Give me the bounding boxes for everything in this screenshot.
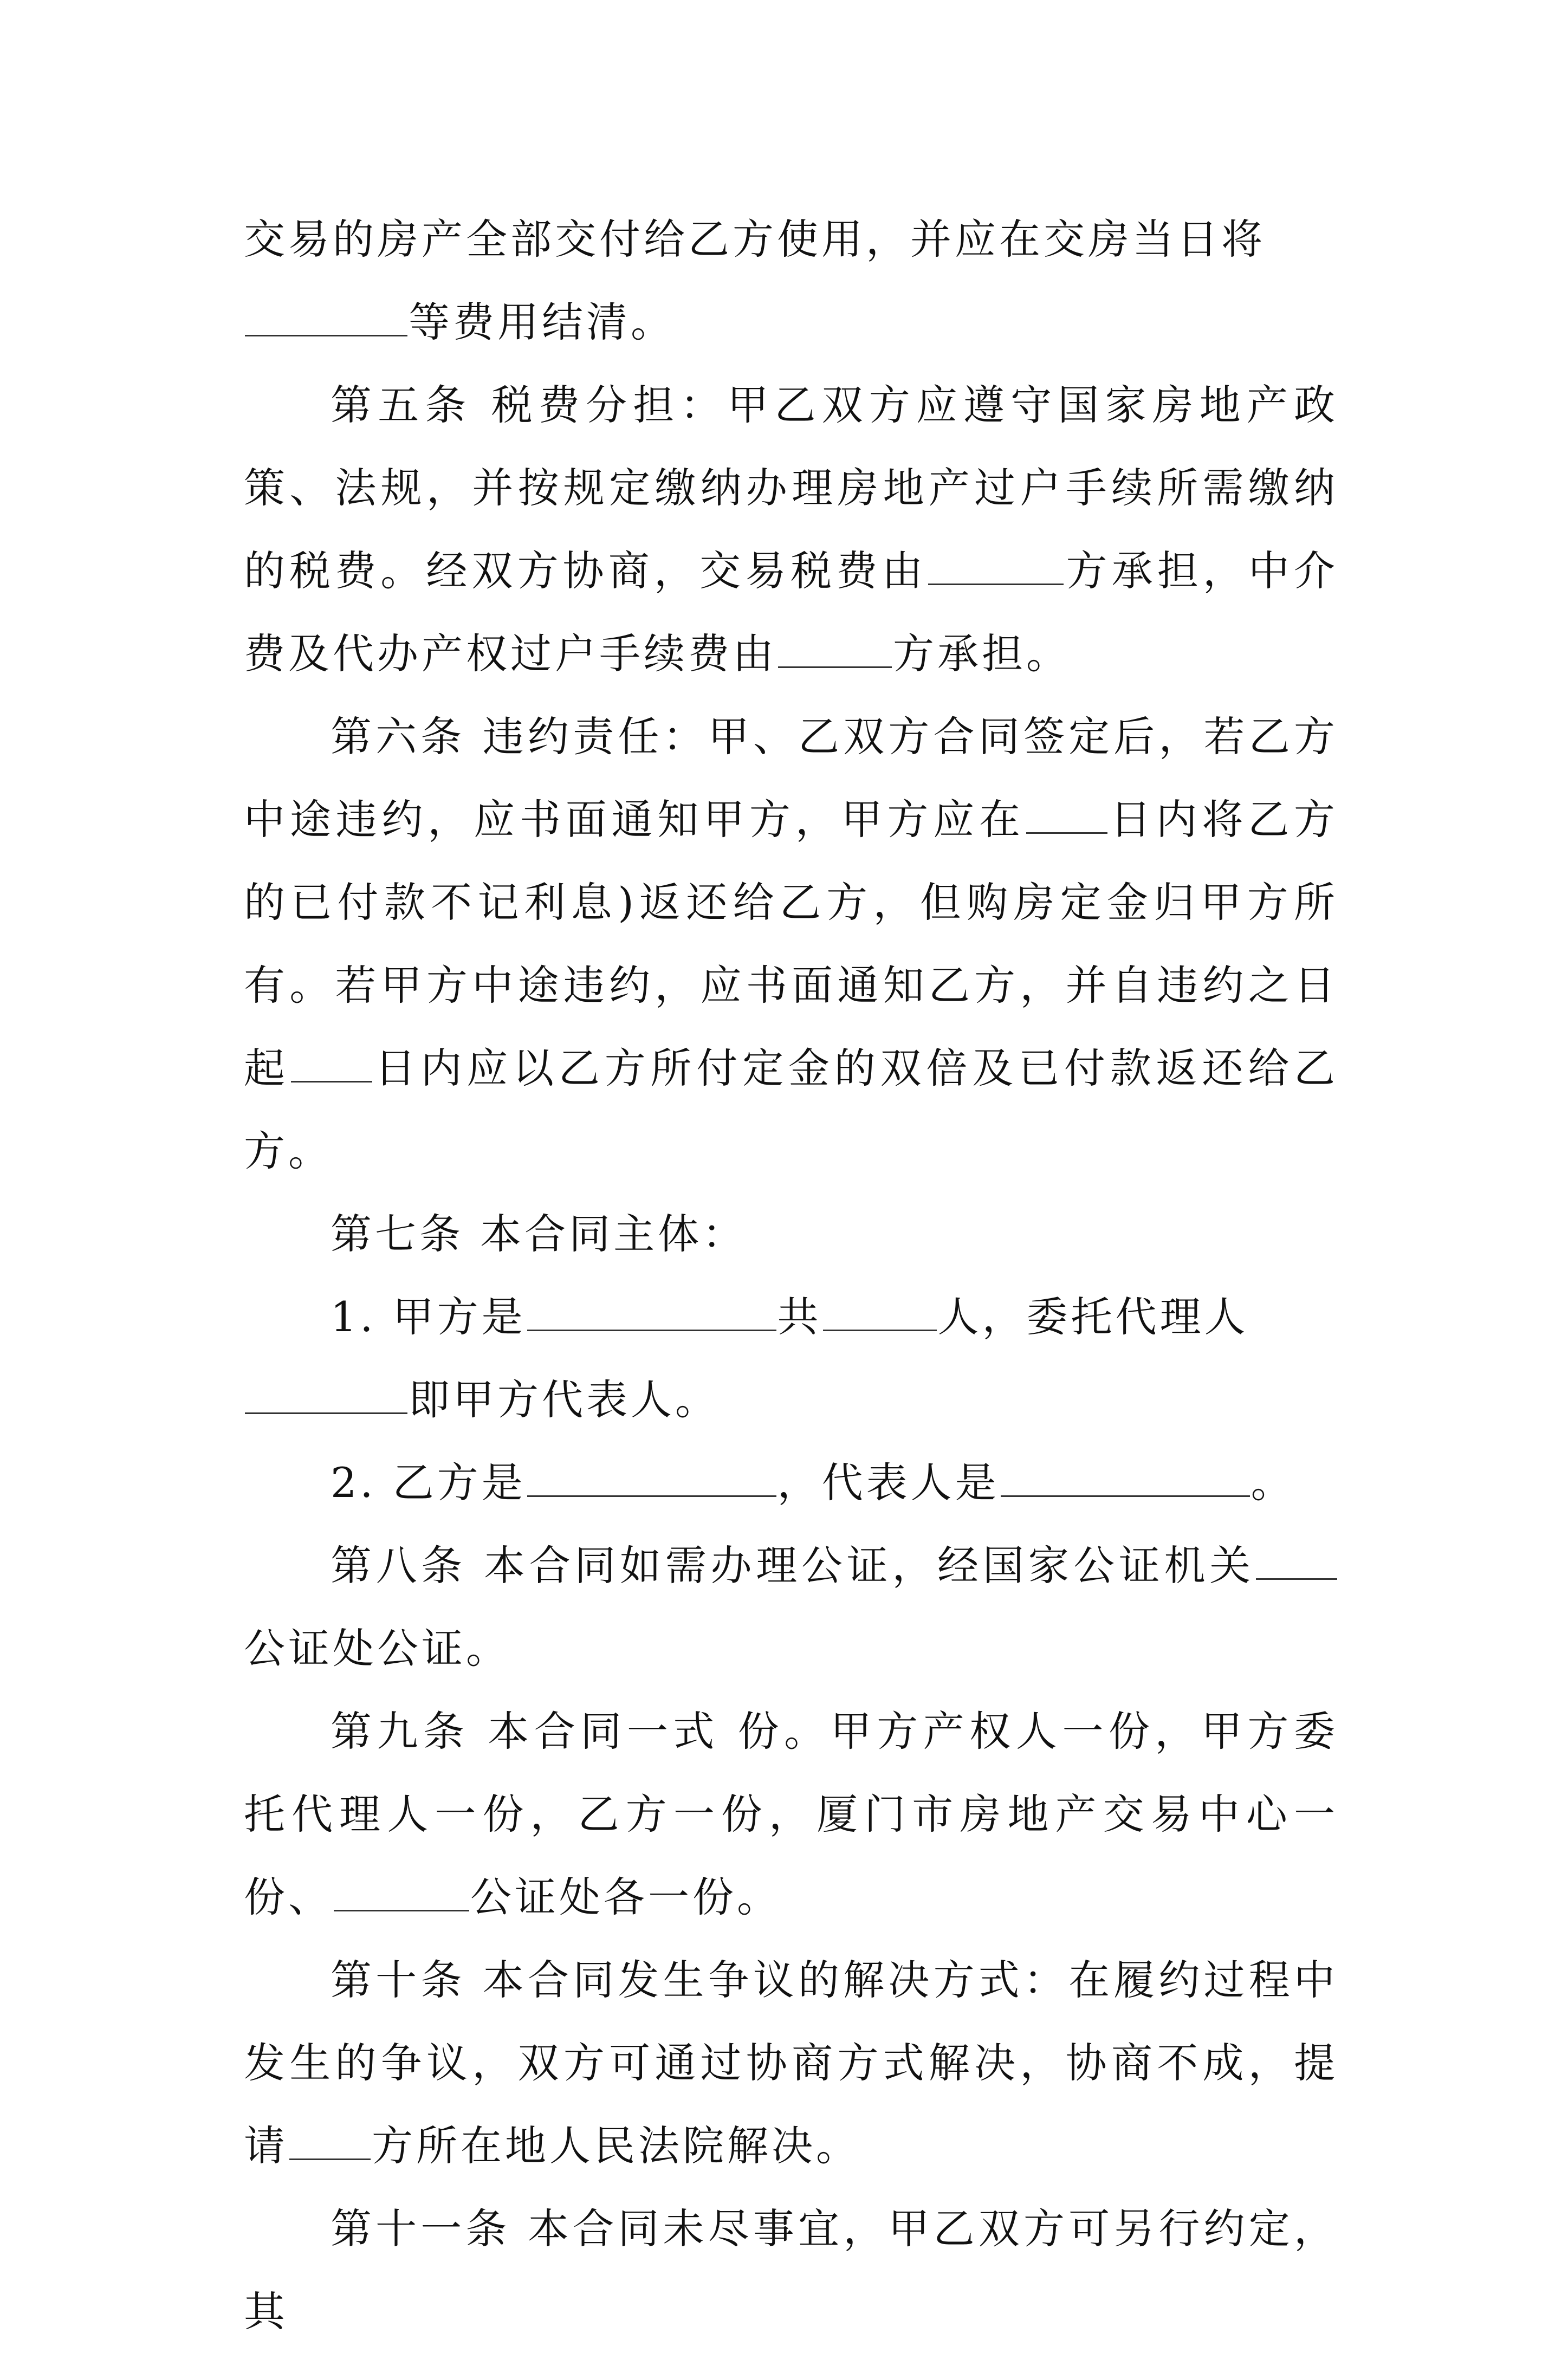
text-segment: 公证处公证。 — [244, 1624, 510, 1673]
text-segment: 第九条 本合同一式 份。甲方产权人一份，甲方委托代理人一份，乙方一份，厦门市房地产交易中心一份、 — [244, 1707, 1338, 1921]
text-segment: 共 — [777, 1293, 822, 1341]
text-segment: ，代表人是 — [777, 1459, 1000, 1507]
article-11-misc — [244, 2187, 1338, 2353]
text-segment: 第八条 本合同如需办理公证，经国家公证机关 — [331, 1541, 1255, 1590]
text-segment: 公证处各一份。 — [470, 1873, 781, 1921]
text-segment: 1. 甲方是 — [331, 1293, 526, 1341]
article-10-disputes — [244, 1939, 1338, 2187]
text-segment: 2. 乙方是 — [331, 1459, 526, 1507]
fill-blank — [245, 301, 407, 336]
fill-blank — [289, 2125, 371, 2160]
article-6-liability — [244, 695, 1338, 1192]
paragraph-handover — [244, 198, 1338, 364]
text-segment: 交易的房产全部交付给乙方使用，并应在交房当日将 — [244, 215, 1266, 263]
text-segment: 第五条 税费分担：甲乙双方应遵守国家房地产政策、法规，并按规定缴纳办理房地产过户手续所需缴纳的税费。经双方协商，交易税费由 — [244, 381, 1338, 595]
fill-blank — [334, 1876, 469, 1911]
text-segment: 第七条 本合同主体： — [331, 1210, 747, 1258]
document-body — [244, 198, 1338, 2353]
text-segment: 即甲方代表人。 — [409, 1376, 720, 1424]
text-segment: 等费用结清。 — [409, 298, 675, 346]
article-8-notarization — [244, 1524, 1338, 1690]
text-segment: 人，委托代理人 — [937, 1293, 1249, 1341]
fill-blank — [1001, 1462, 1250, 1497]
article-7-parties — [244, 1192, 1338, 1275]
fill-blank — [928, 550, 1064, 585]
text-segment: 第十条 本合同发生争议的解决方式：在履约过程中发生的争议，双方可通过协商方式解决，协商不成，提请 — [244, 1956, 1338, 2170]
text-segment: 第十一条 本合同未尽事宜，甲乙双方可另行约定，其 — [244, 2205, 1338, 2336]
fill-blank — [527, 1296, 776, 1331]
article-9-copies — [244, 1690, 1338, 1939]
text-segment: 第六条 违约责任：甲、乙双方合同签定后，若乙方中途违约，应书面通知甲方，甲方应在 — [244, 712, 1338, 844]
fill-blank — [291, 1047, 372, 1082]
text-segment: 日内应以乙方所付定金的双倍及已付款返还给乙方。 — [244, 1044, 1339, 1175]
fill-blank — [527, 1462, 776, 1497]
party-a-line — [244, 1275, 1338, 1441]
text-segment: 方所在地人民法院解决。 — [372, 2122, 860, 2170]
text-segment: 。 — [1250, 1459, 1295, 1507]
fill-blank — [245, 1379, 407, 1414]
party-b-line — [244, 1441, 1338, 1524]
text-segment: 方承担。 — [893, 630, 1071, 678]
text-segment: 方承担，中介费及代办产权过户手续费由 — [244, 547, 1339, 678]
article-5-tax — [244, 364, 1338, 695]
fill-blank — [1256, 1545, 1337, 1580]
fill-blank — [1026, 799, 1107, 834]
text-segment: 日内将乙方的已付款不记利息)返还给乙方，但购房定金归甲方所有。若甲方中途违约，应书面通知乙方，并自违约之日起 — [244, 795, 1339, 1092]
fill-blank — [778, 633, 892, 668]
fill-blank — [823, 1296, 937, 1331]
